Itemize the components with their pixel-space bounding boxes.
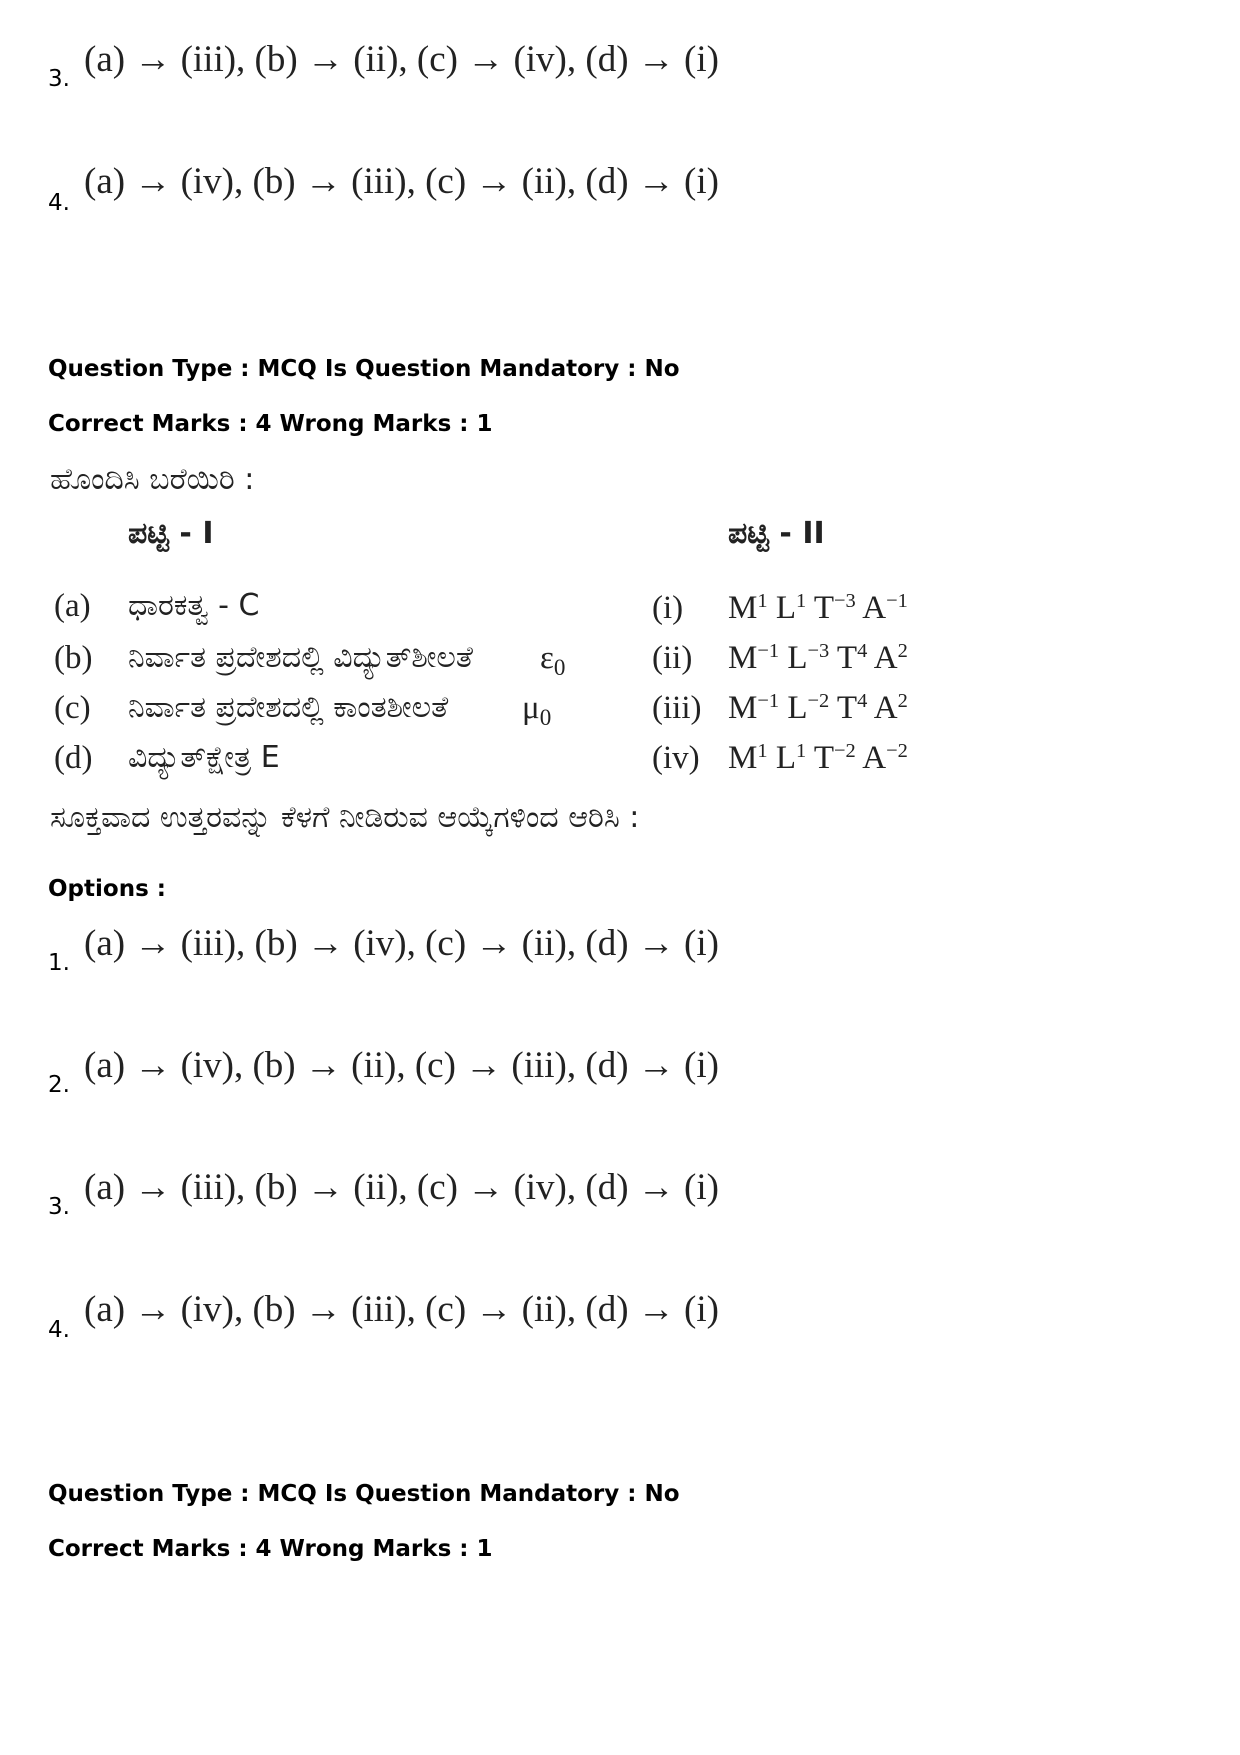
- option-number: 3.: [48, 1194, 70, 1220]
- option-number: 1.: [48, 950, 70, 976]
- dimension-formula: $M^{-1}$ $L^{-3}$ $T^4$ $A^2$: [728, 639, 908, 676]
- dimension-formula: $M^1$ $L^1$ $T^{-3}$ $A^{-1}$: [728, 589, 908, 626]
- item-label: (b): [54, 640, 93, 676]
- dimension-formula: $M^{-1}$ $L^{-2}$ $T^4$ $A^2$: [728, 689, 908, 726]
- item-label: (a): [54, 588, 91, 624]
- item-label: (i): [652, 590, 684, 626]
- option-number: 3.: [48, 66, 70, 92]
- next-question-type-line: Question Type : MCQ Is Question Mandatory : No: [48, 1481, 680, 1507]
- item-text: ನಿರ್ವಾತ ಪ್ರದೇಶದಲ್ಲಿ ಕಾಂತಶೀಲತೆ: [128, 690, 449, 725]
- list1-header: ಪಟ್ಟಿ - I: [128, 516, 214, 551]
- choose-instruction: ಸೂಕ್ತವಾದ ಉತ್ತರವನ್ನು ಕೆಳಗೆ ನೀಡಿರುವ ಆಯ್ಕೆಗಳಿಂದ ಆರಿಸಿ :: [50, 800, 640, 835]
- option-text: (a) → (iii), (b) → (ii), (c) → (iv), (d) → (i): [84, 1167, 719, 1208]
- option-text: (a) → (iv), (b) → (ii), (c) → (iii), (d) → (i): [84, 1045, 719, 1086]
- item-label: (iii): [652, 690, 702, 726]
- question-instruction: ಹೊಂದಿಸಿ ಬರೆಯಿರಿ :: [50, 462, 255, 497]
- option-text: (a) → (iii), (b) → (iv), (c) → (ii), (d) → (i): [84, 923, 719, 964]
- item-text: ನಿರ್ವಾತ ಪ್ರದೇಶದಲ್ಲಿ ವಿದ್ಯುತ್‌ಶೀಲತೆ: [128, 640, 473, 675]
- item-text: ಧಾರಕತ್ವ - C: [128, 588, 260, 623]
- option-text: (a) → (iv), (b) → (iii), (c) → (ii), (d) → (i): [84, 1289, 719, 1330]
- question-type-line: Question Type : MCQ Is Question Mandatory : No: [48, 356, 680, 382]
- option-text: (a) → (iii), (b) → (ii), (c) → (iv), (d) → (i): [84, 39, 719, 80]
- option-number: 4.: [48, 1317, 70, 1343]
- option-number: 4.: [48, 190, 70, 216]
- item-text: ವಿದ್ಯುತ್‌ಕ್ಷೇತ್ರ E: [128, 740, 280, 775]
- mu-symbol: $\mu_0$: [522, 690, 552, 730]
- dimension-formula: $M^1$ $L^1$ $T^{-2}$ $A^{-2}$: [728, 739, 908, 776]
- marks-line: Correct Marks : 4 Wrong Marks : 1: [48, 411, 493, 437]
- options-label: Options :: [48, 876, 166, 902]
- list2-header: ಪಟ್ಟಿ - II: [728, 516, 825, 551]
- epsilon-symbol: $\varepsilon_0$: [540, 640, 566, 680]
- item-label: (iv): [652, 740, 700, 776]
- option-number: 2.: [48, 1072, 70, 1098]
- item-label: (ii): [652, 640, 693, 676]
- item-label: (d): [54, 740, 93, 776]
- option-text: (a) → (iv), (b) → (iii), (c) → (ii), (d) → (i): [84, 161, 719, 202]
- item-label: (c): [54, 690, 91, 726]
- next-marks-line: Correct Marks : 4 Wrong Marks : 1: [48, 1536, 493, 1562]
